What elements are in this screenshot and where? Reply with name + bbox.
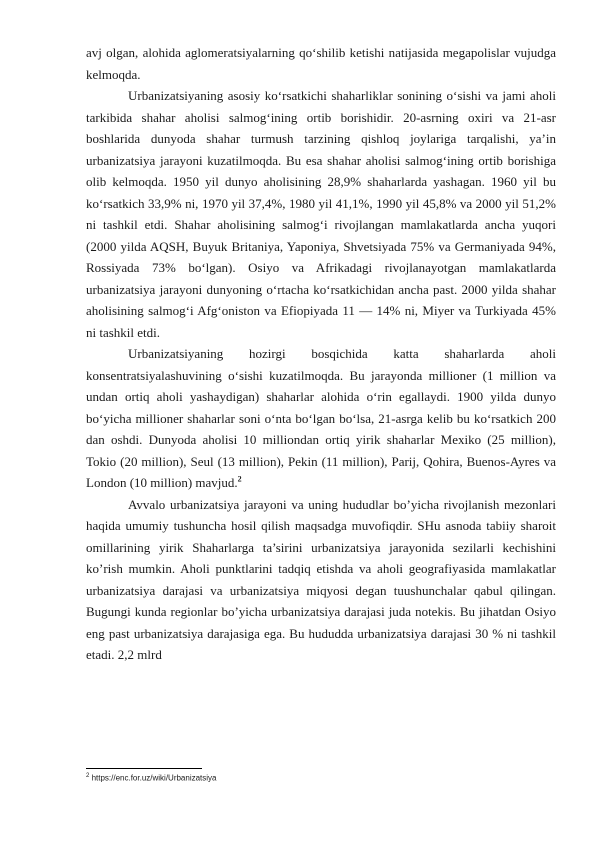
footnote-divider (86, 768, 202, 769)
footnote-reference[interactable]: 2 (237, 474, 242, 484)
footnote-link[interactable]: https://enc.for.uz/wiki/Urbanizatsiya (89, 773, 217, 783)
paragraph-millionaire-cities-text: Urbanizatsiyaning hozirgi bosqichida katta shaharlarda aholi konsentratsiyalashuvining o‘sishi kuzatilmoqda. Bu jarayonda millioner (1 million va undan ortiq aholi yashaydigan) shaharlar alohida o‘rin egallaydi. 1900 yilda dunyo bo‘yicha millioner shaharlar soni o‘nta bo‘lgan bo‘lsa, 21-asrga kelib bu ko‘rsatkich 200 dan oshdi. Dunyoda aholisi 10 milliondan ortiq yirik shaharlar Mexiko (25 million), Tokio (20 million), Seul (13 million), Pekin (11 million), Parij, Qohira, Buenos-Ayres va London (10 million) mavjud. (86, 346, 556, 490)
paragraph-continuation: avj olgan, alohida aglomeratsiyalarning qo‘shilib ketishi natijasida megapolislar vujudga kelmoqda. (86, 45, 556, 82)
paragraph-millionaire-cities (86, 343, 556, 494)
document-body (86, 42, 556, 666)
footnote (86, 771, 217, 784)
paragraph-regional-criteria: Avvalo urbanizatsiya jarayoni va uning hududlar bo’yicha rivojlanish mezonlari haqida umumiy tushuncha hosil qilish maqsadga muvofiqdir. SHu asnoda tabiiy sharoit omillarining yirik Shaharlarga ta’sirini urbanizatsiya jarayonida sezilarli kechishini ko’rish mumkin. Aholi punktlarini tadqiq etishda va aholi geografiyasida mamlakatlar urbanizatsiya darajasi va urbanizatsiya miqyosi degan tuushunchalar qabul qilingan. Bugungi kunda regionlar bo’yicha urbanizatsiya darajasi juda notekis. Bu jihatdan Osiyo eng past urbanizatsiya darajasiga ega. Bu hududda urbanizatsiya darajasi 30 % ni tashkil etadi. 2,2 mlrd (86, 496, 556, 662)
paragraph-urbanization-indicator: Urbanizatsiyaning asosiy ko‘rsatkichi shaharliklar sonining o‘sishi va jami aholi tarkibida shahar aholisi salmog‘ining ortib borishidir. 20-asrning oxiri va 21-asr boshlarida dunyoda shahar turmush tarzining qishloq joylariga tarqalishi, ya’in urbanizatsiya jarayoni kuzatilmoqda. Bu esa shahar aholisi salmog‘ining ortib borishiga olib kelmoqda. 1950 yil dunyo aholisining 28,9% shaharlarda yashagan. 1960 yil bu ko‘rsatkich 33,9% ni, 1970 yil 37,4%, 1980 yil 41,1%, 1990 yil 45,8% va 2000 yil 51,2% ni tashkil etdi. Shahar aholisining salmog‘i rivojlangan mamlakatlarda ancha yuqori (2000 yilda AQSH, Buyuk Britaniya, Yaponiya, Shvetsiyada 75% va Germaniyada 94%, Rossiyada 73% bo‘lgan). Osiyo va Afrikadagi rivojlanayotgan mamlakatlarda urbanizatsiya jarayoni dunyoning o‘rtacha ko‘rsatkichidan ancha past. 2000 yilda shahar aholisining salmog‘i Afg‘oniston va Efiopiyada 11 — 14% ni, Miyer va Turkiyada 45% ni tashkil etdi. (86, 88, 556, 340)
footnote-marker: 2 (86, 773, 90, 779)
